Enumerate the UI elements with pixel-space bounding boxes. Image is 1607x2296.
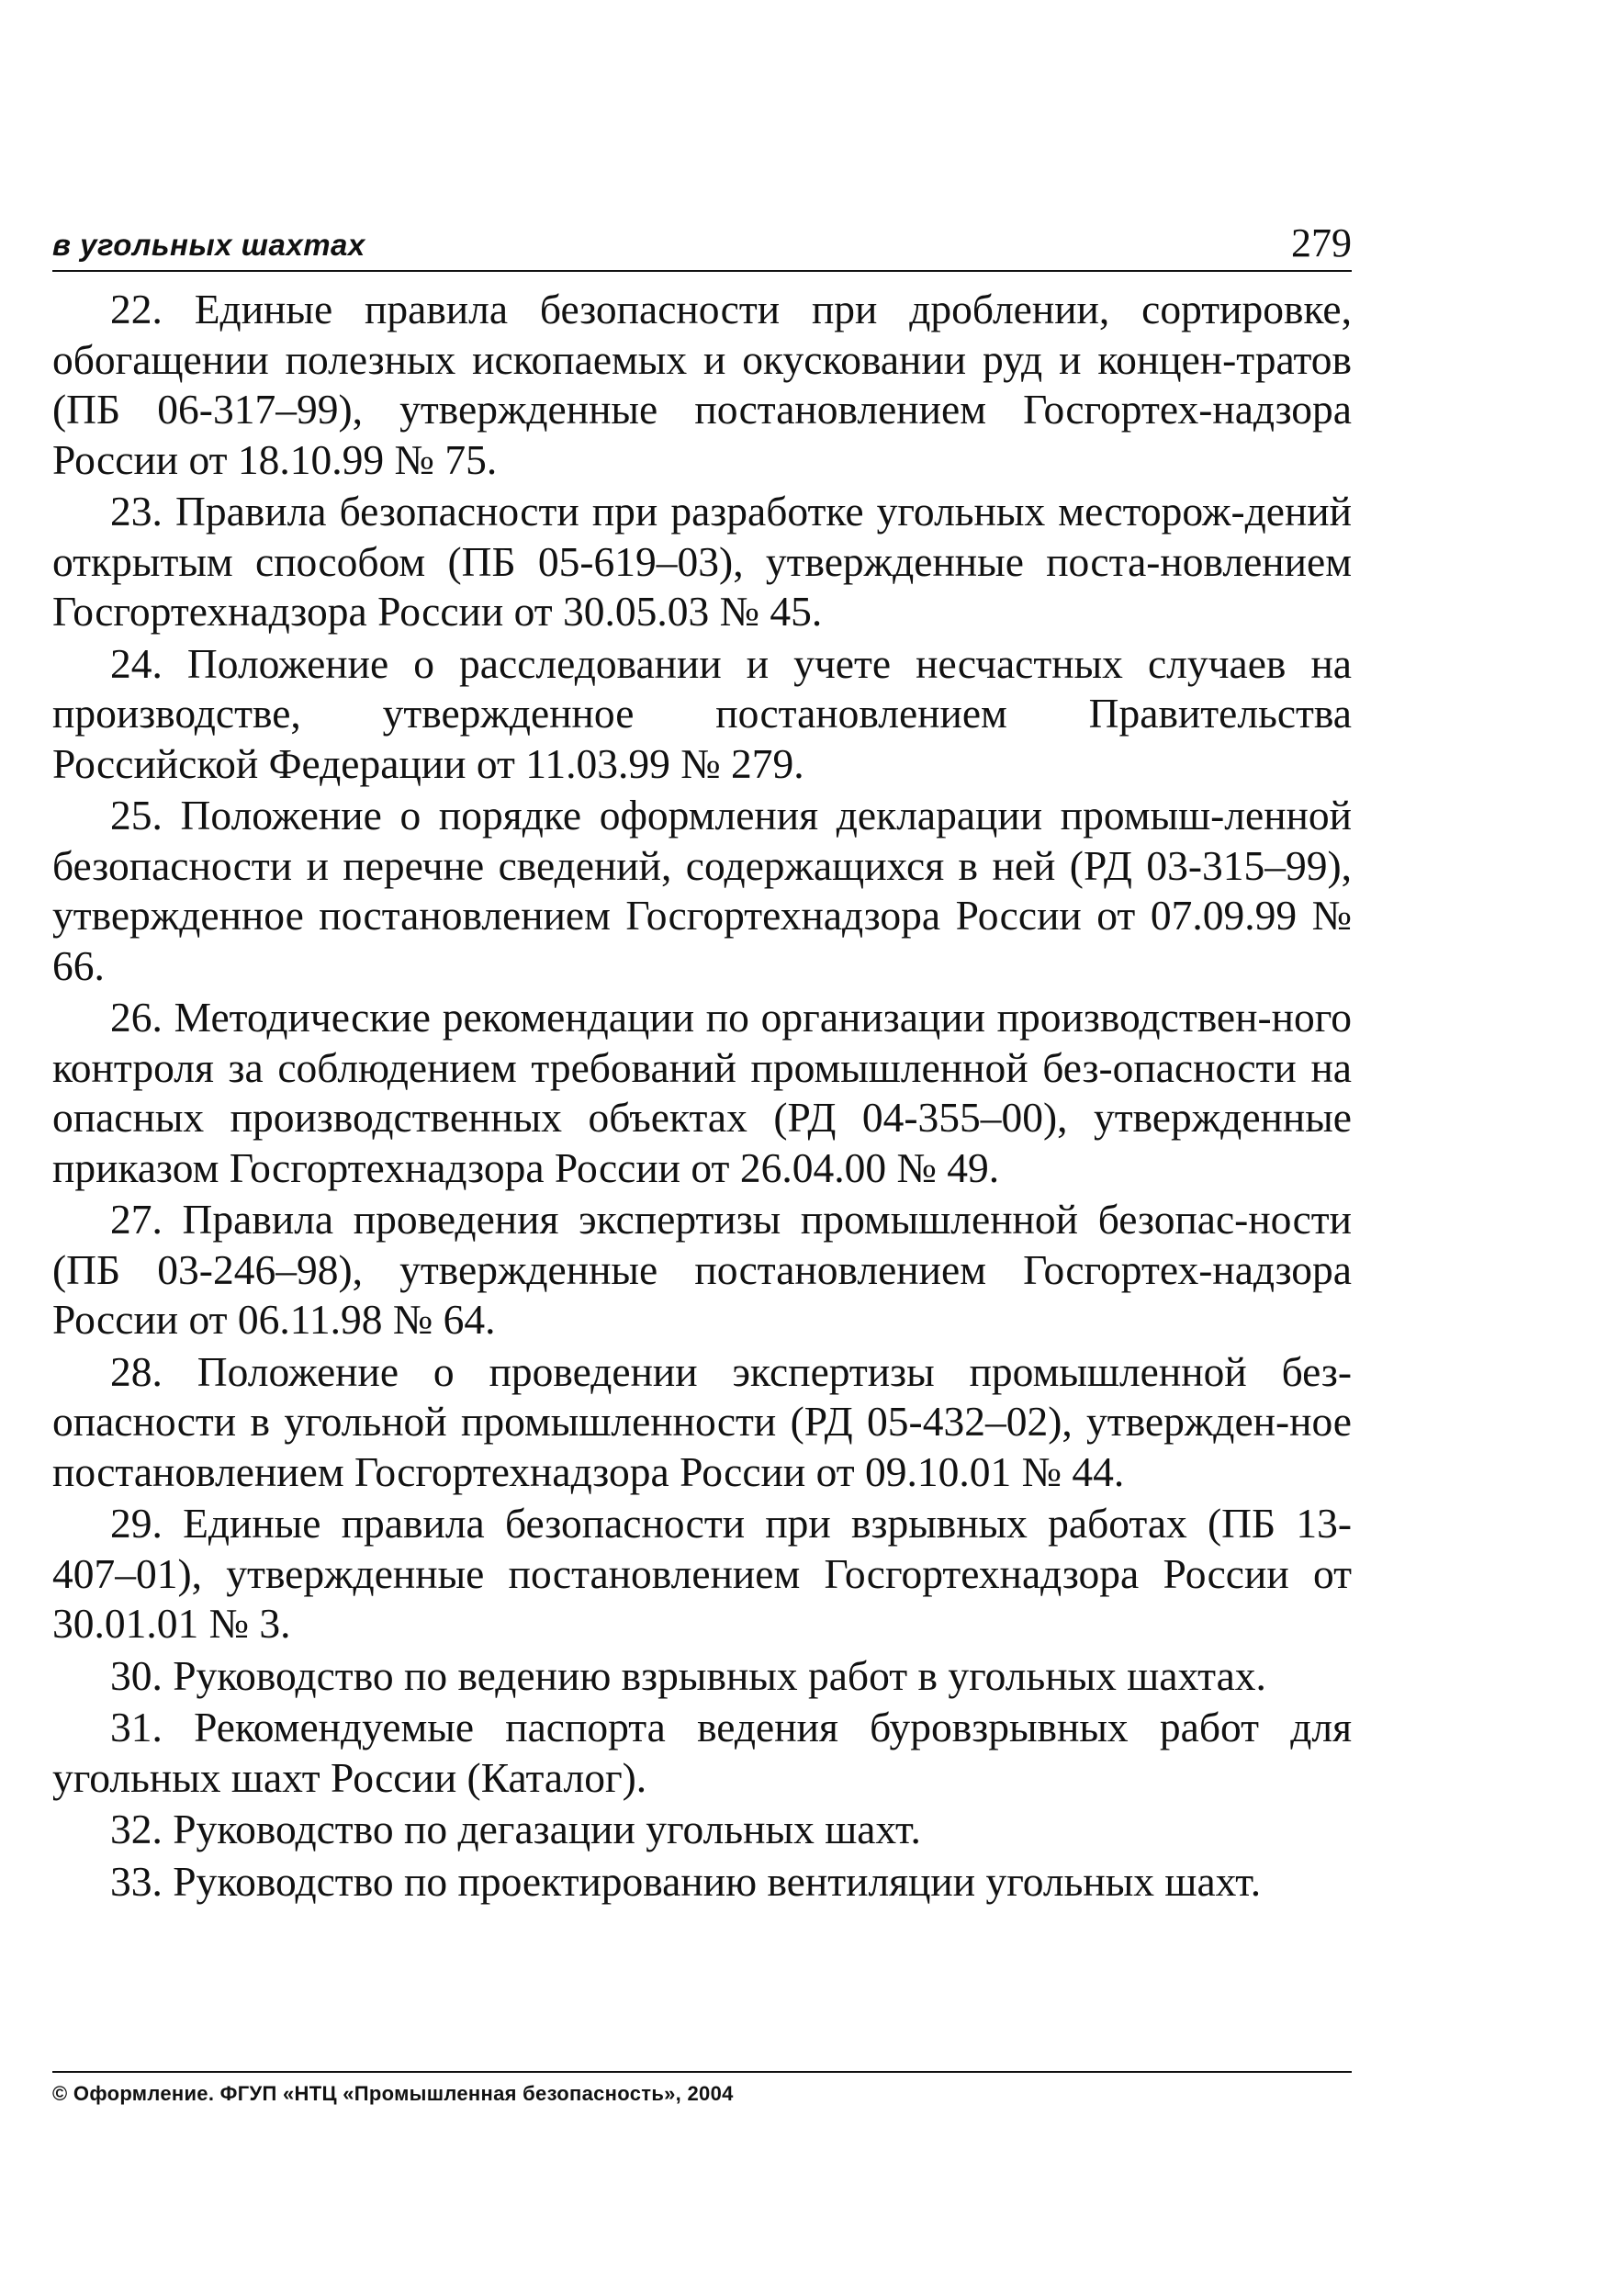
list-item: 27. Правила проведения экспертизы промышленной безопас-ности (ПБ 03-246–98), утвержденные постановлением Госгортех-надзора России от 06.11.98 № 64. [52,1196,1352,1343]
list-item: 25. Положение о порядке оформления декларации промыш-ленной безопасности и перечне сведений, содержащихся в ней (РД 03-315–99), утвержденное постановлением Госгортехнадзора России от 07.09.99 № 66. [52,792,1352,989]
list-item: 22. Единые правила безопасности при дроблении, сортировке, обогащении полезных ископаемых и окусковании руд и концен-тратов (ПБ 06-317–99), утвержденные постановлением Госгортех-надзора России от 18.10.99 № 75. [52,286,1352,483]
copyright-notice: © Оформление. ФГУП «НТЦ «Промышленная безопасность», 2004 [52,2082,734,2105]
list-item: 24. Положение о расследовании и учете несчастных случаев на производстве, утвержденное постановлением Правительства Российской Федерации от 11.03.99 № 279. [52,639,1352,787]
list-item: 28. Положение о проведении экспертизы промышленной без-опасности в угольной промышленности (РД 05-432–02), утвержден-ное постановлением Госгортехнадзора России от 09.10.01 № 44. [52,1347,1352,1495]
list-item: 23. Правила безопасности при разработке угольных месторож-дений открытым способом (ПБ 05-619–03), утвержденные поста-новлением Госгортехнадзора России от 30.05.03 № 45. [52,488,1352,635]
list-item: 32. Руководство по дегазации угольных шахт. [110,1806,921,1852]
list-item: 26. Методические рекомендации по организации производствен-ного контроля за соблюдением требований промышленной без-опасности на опасных производственных объектах (РД 04-355–00), утвержденные приказом Госгортехнадзора России от 26.04.00 № 49. [52,994,1352,1191]
running-title: в угольных шахтах [52,228,365,262]
list-item: 30. Руководство по ведению взрывных работ в угольных шахтах. [110,1651,1266,1699]
page-footer [52,2071,1352,2106]
document-body [52,285,1352,1908]
list-item: 31. Рекомендуемые паспорта ведения буровзрывных работ для угольных шахт России (Каталог). [52,1704,1352,1801]
page-header [52,219,1352,272]
list-item: 29. Единые правила безопасности при взрывных работах (ПБ 13-407–01), утвержденные постановлением Госгортехнадзора России от 30.01.01 № 3. [52,1500,1352,1647]
page-number: 279 [1291,220,1352,265]
list-item: 33. Руководство по проектированию вентиляции угольных шахт. [110,1857,1262,1905]
